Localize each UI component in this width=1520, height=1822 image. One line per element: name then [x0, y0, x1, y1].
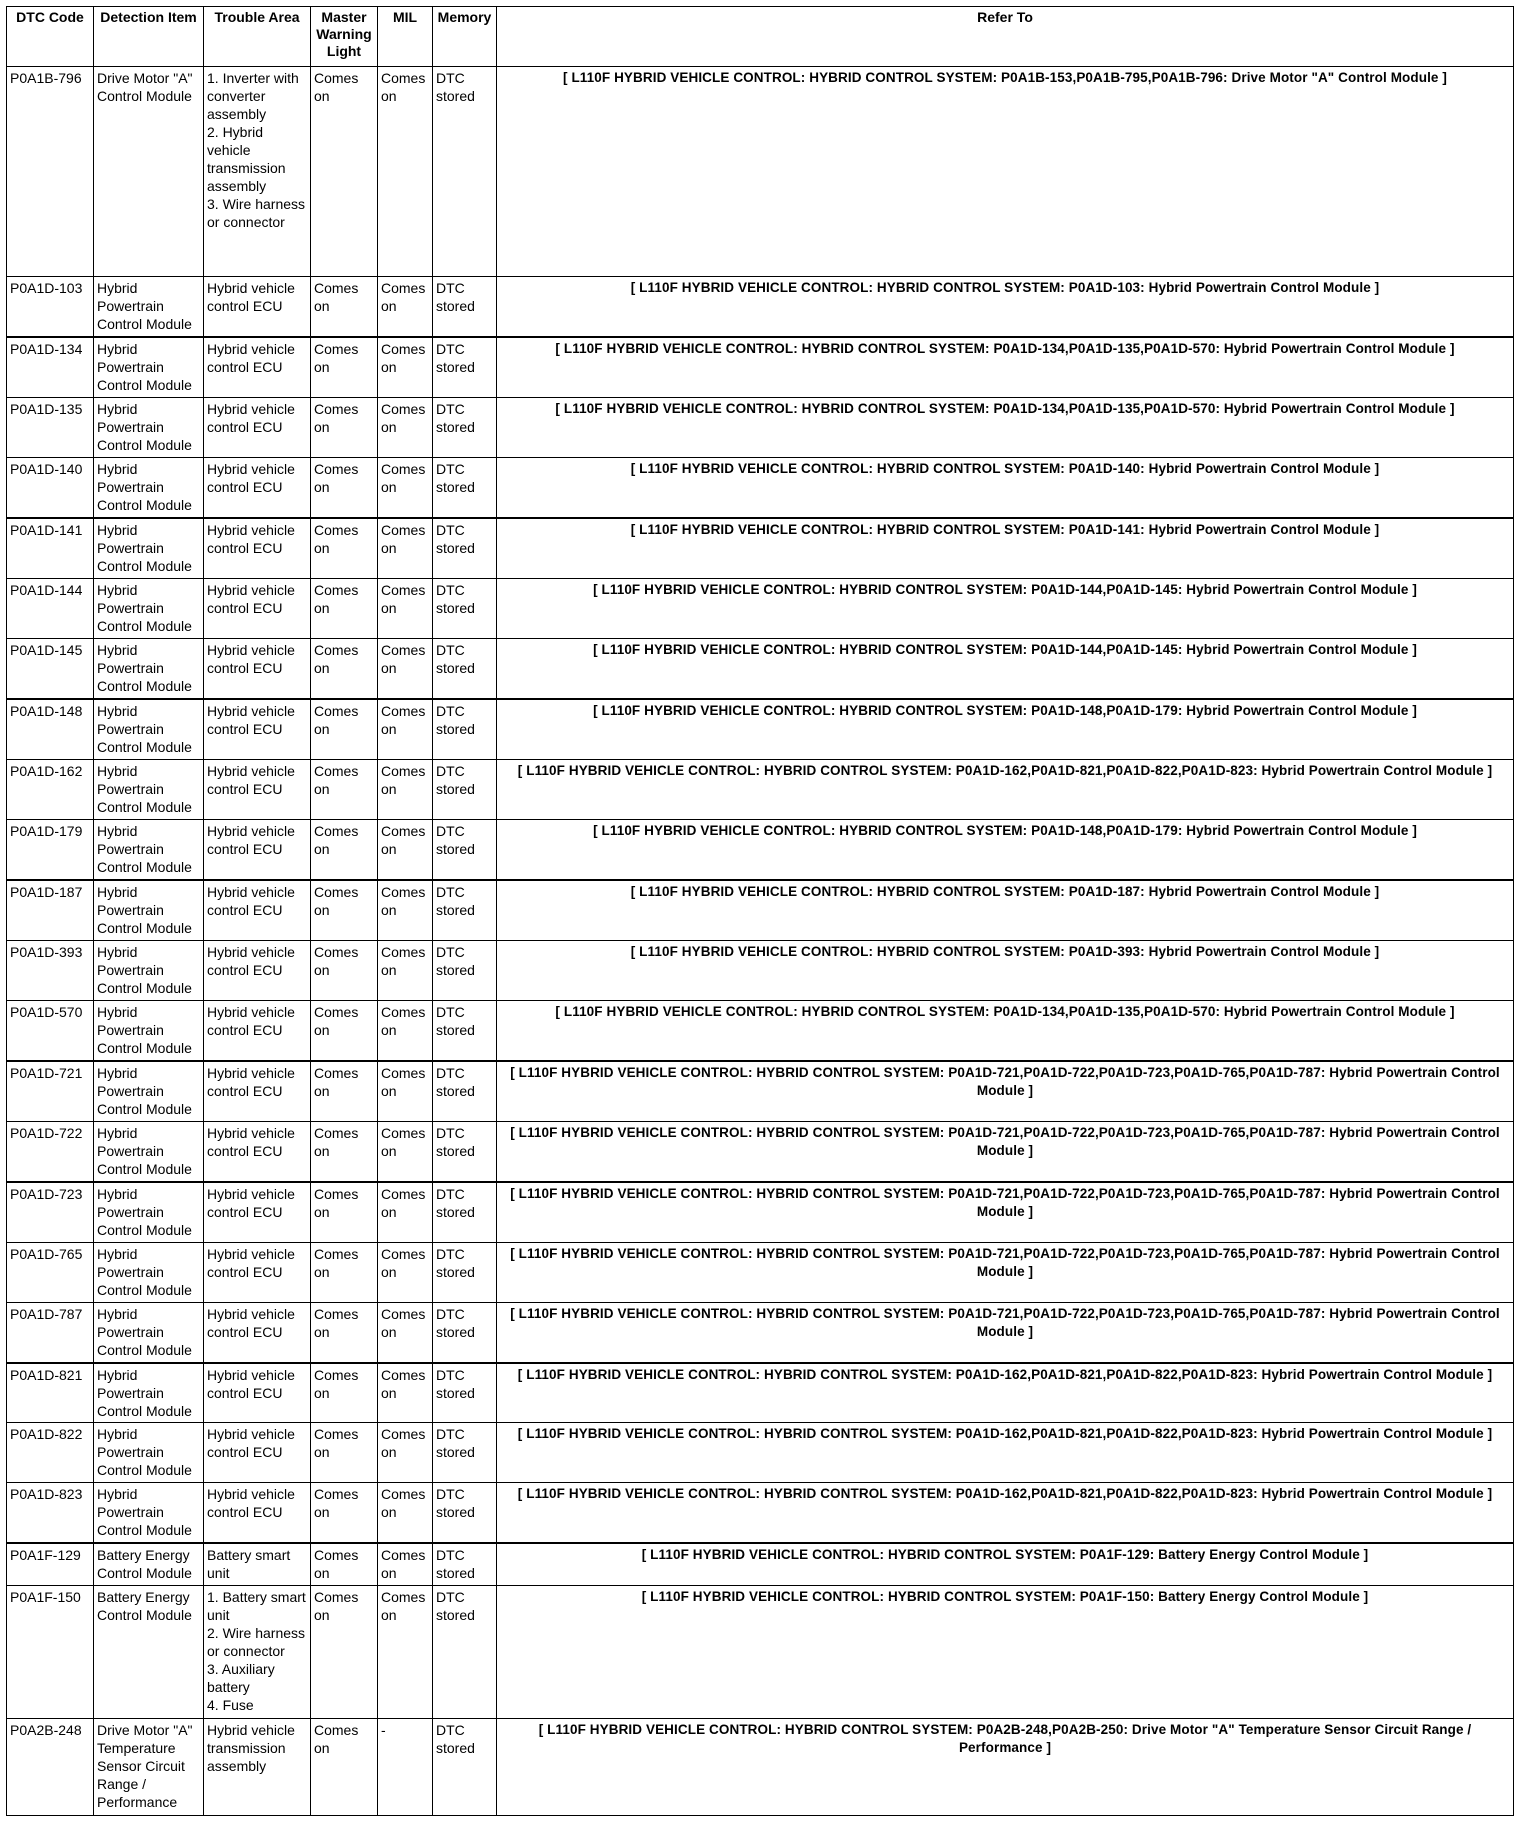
memory-cell: DTC stored — [433, 1242, 497, 1302]
dtc-code-cell: P0A1D-134 — [7, 337, 94, 397]
header-detection-item: Detection Item — [94, 7, 204, 67]
mil-cell: Comes on — [378, 1302, 433, 1362]
detection-item-cell: Hybrid Powertrain Control Module — [94, 940, 204, 1000]
table-row — [7, 1121, 1514, 1181]
table-row — [7, 398, 1514, 458]
refer-to-link[interactable]: [ L110F HYBRID VEHICLE CONTROL: HYBRID CONTROL SYSTEM: P0A1D-141: Hybrid Powertrain Control Module ] — [497, 518, 1514, 578]
memory-cell: DTC stored — [433, 458, 497, 518]
table-row — [7, 819, 1514, 879]
mil-cell: Comes on — [378, 518, 433, 578]
detection-item-cell: Battery Energy Control Module — [94, 1586, 204, 1719]
dtc-code-cell: P0A1F-129 — [7, 1543, 94, 1585]
mil-cell: Comes on — [378, 1242, 433, 1302]
header-mil: MIL — [378, 7, 433, 67]
detection-item-cell: Hybrid Powertrain Control Module — [94, 759, 204, 819]
master-warning-cell: Comes on — [311, 579, 378, 639]
refer-to-link[interactable]: [ L110F HYBRID VEHICLE CONTROL: HYBRID CONTROL SYSTEM: P0A1D-187: Hybrid Powertrain Control Module ] — [497, 880, 1514, 940]
dtc-code-cell: P0A1D-721 — [7, 1061, 94, 1121]
dtc-code-cell: P0A1D-103 — [7, 277, 94, 337]
detection-item-cell: Hybrid Powertrain Control Module — [94, 458, 204, 518]
detection-item-cell: Hybrid Powertrain Control Module — [94, 398, 204, 458]
dtc-code-cell: P0A1D-393 — [7, 940, 94, 1000]
trouble-area-cell: Hybrid vehicle control ECU — [204, 759, 311, 819]
master-warning-cell: Comes on — [311, 1242, 378, 1302]
mil-cell: Comes on — [378, 1121, 433, 1181]
refer-to-link[interactable]: [ L110F HYBRID VEHICLE CONTROL: HYBRID CONTROL SYSTEM: P0A1D-140: Hybrid Powertrain Control Module ] — [497, 458, 1514, 518]
refer-to-link[interactable]: [ L110F HYBRID VEHICLE CONTROL: HYBRID CONTROL SYSTEM: P0A1D-721,P0A1D-722,P0A1D-723,P0A1D-765,P0A1D-787: Hybrid Powertrain Control Module ] — [497, 1182, 1514, 1242]
table-row — [7, 1586, 1514, 1719]
memory-cell: DTC stored — [433, 1423, 497, 1483]
mil-cell: Comes on — [378, 277, 433, 337]
memory-cell: DTC stored — [433, 639, 497, 699]
master-warning-cell: Comes on — [311, 880, 378, 940]
dtc-code-cell: P0A1D-140 — [7, 458, 94, 518]
refer-to-link[interactable]: [ L110F HYBRID VEHICLE CONTROL: HYBRID CONTROL SYSTEM: P0A1D-148,P0A1D-179: Hybrid Powertrain Control Module ] — [497, 819, 1514, 879]
trouble-area-cell: Hybrid vehicle control ECU — [204, 880, 311, 940]
trouble-area-cell: Hybrid vehicle control ECU — [204, 1242, 311, 1302]
dtc-code-cell: P0A1D-145 — [7, 639, 94, 699]
table-row — [7, 579, 1514, 639]
memory-cell: DTC stored — [433, 1483, 497, 1543]
table-row — [7, 1000, 1514, 1060]
dtc-code-cell: P0A1D-141 — [7, 518, 94, 578]
header-dtc-code: DTC Code — [7, 7, 94, 67]
trouble-area-cell: Hybrid vehicle control ECU — [204, 1061, 311, 1121]
detection-item-cell: Hybrid Powertrain Control Module — [94, 639, 204, 699]
refer-to-link[interactable]: [ L110F HYBRID VEHICLE CONTROL: HYBRID CONTROL SYSTEM: P0A1D-721,P0A1D-722,P0A1D-723,P0A1D-765,P0A1D-787: Hybrid Powertrain Control Module ] — [497, 1121, 1514, 1181]
memory-cell: DTC stored — [433, 277, 497, 337]
detection-item-cell: Hybrid Powertrain Control Module — [94, 1423, 204, 1483]
table-row — [7, 337, 1514, 397]
trouble-area-cell: Hybrid vehicle control ECU — [204, 1000, 311, 1060]
trouble-area-cell: Hybrid vehicle control ECU — [204, 1182, 311, 1242]
table-row — [7, 639, 1514, 699]
dtc-code-cell: P0A1D-162 — [7, 759, 94, 819]
detection-item-cell: Hybrid Powertrain Control Module — [94, 1363, 204, 1423]
mil-cell: Comes on — [378, 1423, 433, 1483]
memory-cell: DTC stored — [433, 1302, 497, 1362]
trouble-area-cell: Hybrid vehicle control ECU — [204, 337, 311, 397]
dtc-code-cell: P0A1D-179 — [7, 819, 94, 879]
header-refer-to: Refer To — [497, 7, 1514, 67]
table-row — [7, 1719, 1514, 1816]
table-row — [7, 277, 1514, 337]
dtc-code-cell: P0A1D-723 — [7, 1182, 94, 1242]
memory-cell: DTC stored — [433, 819, 497, 879]
mil-cell: Comes on — [378, 1586, 433, 1719]
master-warning-cell: Comes on — [311, 1363, 378, 1423]
trouble-area-cell: Hybrid vehicle control ECU — [204, 639, 311, 699]
refer-to-link[interactable]: [ L110F HYBRID VEHICLE CONTROL: HYBRID CONTROL SYSTEM: P0A1D-162,P0A1D-821,P0A1D-822,P0A1D-823: Hybrid Powertrain Control Module ] — [497, 1483, 1514, 1543]
master-warning-cell: Comes on — [311, 277, 378, 337]
dtc-code-cell: P0A1D-144 — [7, 579, 94, 639]
mil-cell: Comes on — [378, 67, 433, 277]
memory-cell: DTC stored — [433, 518, 497, 578]
memory-cell: DTC stored — [433, 699, 497, 759]
header-row — [7, 7, 1514, 67]
master-warning-cell: Comes on — [311, 518, 378, 578]
trouble-area-cell: Hybrid vehicle control ECU — [204, 277, 311, 337]
master-warning-cell: Comes on — [311, 639, 378, 699]
master-warning-cell: Comes on — [311, 1061, 378, 1121]
memory-cell: DTC stored — [433, 1061, 497, 1121]
master-warning-cell: Comes on — [311, 819, 378, 879]
memory-cell: DTC stored — [433, 67, 497, 277]
header-master-warning-light: Master Warning Light — [311, 7, 378, 67]
mil-cell: Comes on — [378, 639, 433, 699]
table-row — [7, 458, 1514, 518]
master-warning-cell: Comes on — [311, 940, 378, 1000]
refer-to-link[interactable]: [ L110F HYBRID VEHICLE CONTROL: HYBRID CONTROL SYSTEM: P0A1D-162,P0A1D-821,P0A1D-822,P0A1D-823: Hybrid Powertrain Control Module ] — [497, 759, 1514, 819]
trouble-area-cell: Hybrid vehicle control ECU — [204, 819, 311, 879]
mil-cell: Comes on — [378, 819, 433, 879]
detection-item-cell: Hybrid Powertrain Control Module — [94, 880, 204, 940]
dtc-code-cell: P0A1D-570 — [7, 1000, 94, 1060]
dtc-code-cell: P0A1F-150 — [7, 1586, 94, 1719]
header-memory: Memory — [433, 7, 497, 67]
mil-cell: Comes on — [378, 579, 433, 639]
refer-to-link[interactable]: [ L110F HYBRID VEHICLE CONTROL: HYBRID CONTROL SYSTEM: P0A1F-150: Battery Energy Control Module ] — [497, 1586, 1514, 1719]
detection-item-cell: Hybrid Powertrain Control Module — [94, 1302, 204, 1362]
dtc-code-cell: P0A1D-148 — [7, 699, 94, 759]
trouble-area-cell: 1. Inverter with converter assembly 2. Hybrid vehicle transmission assembly 3. Wire harness or connector — [204, 67, 311, 277]
master-warning-cell: Comes on — [311, 337, 378, 397]
mil-cell: Comes on — [378, 1483, 433, 1543]
mil-cell: Comes on — [378, 699, 433, 759]
trouble-area-cell: Hybrid vehicle control ECU — [204, 940, 311, 1000]
master-warning-cell: Comes on — [311, 398, 378, 458]
detection-item-cell: Hybrid Powertrain Control Module — [94, 1242, 204, 1302]
master-warning-cell: Comes on — [311, 1182, 378, 1242]
header-trouble-area: Trouble Area — [204, 7, 311, 67]
refer-to-link[interactable]: [ L110F HYBRID VEHICLE CONTROL: HYBRID CONTROL SYSTEM: P0A1D-393: Hybrid Powertrain Control Module ] — [497, 940, 1514, 1000]
trouble-area-cell: Hybrid vehicle control ECU — [204, 1302, 311, 1362]
memory-cell: DTC stored — [433, 1182, 497, 1242]
mil-cell: Comes on — [378, 458, 433, 518]
dtc-code-cell: P0A1D-135 — [7, 398, 94, 458]
memory-cell: DTC stored — [433, 759, 497, 819]
mil-cell: Comes on — [378, 1061, 433, 1121]
detection-item-cell: Battery Energy Control Module — [94, 1543, 204, 1585]
table-row — [7, 1302, 1514, 1362]
detection-item-cell: Hybrid Powertrain Control Module — [94, 1000, 204, 1060]
refer-to-link[interactable]: [ L110F HYBRID VEHICLE CONTROL: HYBRID CONTROL SYSTEM: P0A1D-103: Hybrid Powertrain Control Module ] — [497, 277, 1514, 337]
memory-cell: DTC stored — [433, 1121, 497, 1181]
memory-cell: DTC stored — [433, 1000, 497, 1060]
table-row — [7, 940, 1514, 1000]
master-warning-cell: Comes on — [311, 458, 378, 518]
dtc-code-cell: P0A1B-796 — [7, 67, 94, 277]
memory-cell: DTC stored — [433, 940, 497, 1000]
refer-to-link[interactable]: [ L110F HYBRID VEHICLE CONTROL: HYBRID CONTROL SYSTEM: P0A1F-129: Battery Energy Control Module ] — [497, 1543, 1514, 1585]
refer-to-link[interactable]: [ L110F HYBRID VEHICLE CONTROL: HYBRID CONTROL SYSTEM: P0A1D-134,P0A1D-135,P0A1D-570: Hybrid Powertrain Control Module ] — [497, 398, 1514, 458]
refer-to-link[interactable]: [ L110F HYBRID VEHICLE CONTROL: HYBRID CONTROL SYSTEM: P0A2B-248,P0A2B-250: Drive Motor "A" Temperature Sensor Circuit Range / Performance ] — [497, 1719, 1514, 1816]
mil-cell: Comes on — [378, 880, 433, 940]
master-warning-cell: Comes on — [311, 1302, 378, 1362]
master-warning-cell: Comes on — [311, 1000, 378, 1060]
mil-cell: - — [378, 1719, 433, 1816]
refer-to-link[interactable]: [ L110F HYBRID VEHICLE CONTROL: HYBRID CONTROL SYSTEM: P0A1B-153,P0A1B-795,P0A1B-796: Drive Motor "A" Control Module ] — [497, 67, 1514, 277]
dtc-code-cell: P0A2B-248 — [7, 1719, 94, 1816]
mil-cell: Comes on — [378, 940, 433, 1000]
trouble-area-cell: Hybrid vehicle control ECU — [204, 1121, 311, 1181]
dtc-code-cell: P0A1D-722 — [7, 1121, 94, 1181]
refer-to-link[interactable]: [ L110F HYBRID VEHICLE CONTROL: HYBRID CONTROL SYSTEM: P0A1D-721,P0A1D-722,P0A1D-723,P0A1D-765,P0A1D-787: Hybrid Powertrain Control Module ] — [497, 1302, 1514, 1362]
memory-cell: DTC stored — [433, 1363, 497, 1423]
table-row — [7, 880, 1514, 940]
detection-item-cell: Drive Motor "A" Control Module — [94, 67, 204, 277]
trouble-area-cell: Hybrid vehicle transmission assembly — [204, 1719, 311, 1816]
trouble-area-cell: Hybrid vehicle control ECU — [204, 579, 311, 639]
refer-to-link[interactable]: [ L110F HYBRID VEHICLE CONTROL: HYBRID CONTROL SYSTEM: P0A1D-144,P0A1D-145: Hybrid Powertrain Control Module ] — [497, 579, 1514, 639]
table-row — [7, 1061, 1514, 1121]
master-warning-cell: Comes on — [311, 1586, 378, 1719]
detection-item-cell: Hybrid Powertrain Control Module — [94, 518, 204, 578]
mil-cell: Comes on — [378, 398, 433, 458]
trouble-area-cell: Hybrid vehicle control ECU — [204, 699, 311, 759]
memory-cell: DTC stored — [433, 1719, 497, 1816]
detection-item-cell: Drive Motor "A" Temperature Sensor Circuit Range / Performance — [94, 1719, 204, 1816]
memory-cell: DTC stored — [433, 880, 497, 940]
master-warning-cell: Comes on — [311, 699, 378, 759]
table-row — [7, 759, 1514, 819]
master-warning-cell: Comes on — [311, 1543, 378, 1585]
dtc-code-cell: P0A1D-821 — [7, 1363, 94, 1423]
table-row — [7, 1483, 1514, 1543]
master-warning-cell: Comes on — [311, 1719, 378, 1816]
table-row — [7, 1242, 1514, 1302]
detection-item-cell: Hybrid Powertrain Control Module — [94, 277, 204, 337]
refer-to-link[interactable]: [ L110F HYBRID VEHICLE CONTROL: HYBRID CONTROL SYSTEM: P0A1D-162,P0A1D-821,P0A1D-822,P0A1D-823: Hybrid Powertrain Control Module ] — [497, 1423, 1514, 1483]
trouble-area-cell: Hybrid vehicle control ECU — [204, 1423, 311, 1483]
mil-cell: Comes on — [378, 1182, 433, 1242]
trouble-area-cell: Hybrid vehicle control ECU — [204, 458, 311, 518]
detection-item-cell: Hybrid Powertrain Control Module — [94, 699, 204, 759]
memory-cell: DTC stored — [433, 337, 497, 397]
mil-cell: Comes on — [378, 1363, 433, 1423]
memory-cell: DTC stored — [433, 1543, 497, 1585]
detection-item-cell: Hybrid Powertrain Control Module — [94, 819, 204, 879]
master-warning-cell: Comes on — [311, 1483, 378, 1543]
table-row — [7, 1363, 1514, 1423]
trouble-area-cell: Hybrid vehicle control ECU — [204, 1483, 311, 1543]
detection-item-cell: Hybrid Powertrain Control Module — [94, 1483, 204, 1543]
table-row — [7, 67, 1514, 277]
table-row — [7, 518, 1514, 578]
dtc-code-cell: P0A1D-187 — [7, 880, 94, 940]
detection-item-cell: Hybrid Powertrain Control Module — [94, 1182, 204, 1242]
trouble-area-cell: Hybrid vehicle control ECU — [204, 1363, 311, 1423]
trouble-area-cell: Battery smart unit — [204, 1543, 311, 1585]
refer-to-link[interactable]: [ L110F HYBRID VEHICLE CONTROL: HYBRID CONTROL SYSTEM: P0A1D-162,P0A1D-821,P0A1D-822,P0A1D-823: Hybrid Powertrain Control Module ] — [497, 1363, 1514, 1423]
master-warning-cell: Comes on — [311, 67, 378, 277]
mil-cell: Comes on — [378, 759, 433, 819]
dtc-code-cell: P0A1D-823 — [7, 1483, 94, 1543]
refer-to-link[interactable]: [ L110F HYBRID VEHICLE CONTROL: HYBRID CONTROL SYSTEM: P0A1D-144,P0A1D-145: Hybrid Powertrain Control Module ] — [497, 639, 1514, 699]
memory-cell: DTC stored — [433, 1586, 497, 1719]
memory-cell: DTC stored — [433, 579, 497, 639]
mil-cell: Comes on — [378, 1543, 433, 1585]
dtc-code-cell: P0A1D-787 — [7, 1302, 94, 1362]
refer-to-link[interactable]: [ L110F HYBRID VEHICLE CONTROL: HYBRID CONTROL SYSTEM: P0A1D-721,P0A1D-722,P0A1D-723,P0A1D-765,P0A1D-787: Hybrid Powertrain Control Module ] — [497, 1242, 1514, 1302]
detection-item-cell: Hybrid Powertrain Control Module — [94, 337, 204, 397]
refer-to-link[interactable]: [ L110F HYBRID VEHICLE CONTROL: HYBRID CONTROL SYSTEM: P0A1D-134,P0A1D-135,P0A1D-570: Hybrid Powertrain Control Module ] — [497, 1000, 1514, 1060]
refer-to-link[interactable]: [ L110F HYBRID VEHICLE CONTROL: HYBRID CONTROL SYSTEM: P0A1D-148,P0A1D-179: Hybrid Powertrain Control Module ] — [497, 699, 1514, 759]
mil-cell: Comes on — [378, 337, 433, 397]
master-warning-cell: Comes on — [311, 1121, 378, 1181]
detection-item-cell: Hybrid Powertrain Control Module — [94, 1061, 204, 1121]
table-row — [7, 699, 1514, 759]
trouble-area-cell: Hybrid vehicle control ECU — [204, 518, 311, 578]
table-body — [7, 67, 1514, 1816]
memory-cell: DTC stored — [433, 398, 497, 458]
dtc-code-cell: P0A1D-822 — [7, 1423, 94, 1483]
table-row — [7, 1423, 1514, 1483]
table-row — [7, 1543, 1514, 1585]
detection-item-cell: Hybrid Powertrain Control Module — [94, 1121, 204, 1181]
trouble-area-cell: 1. Battery smart unit 2. Wire harness or connector 3. Auxiliary battery 4. Fuse — [204, 1586, 311, 1719]
table-row — [7, 1182, 1514, 1242]
trouble-area-cell: Hybrid vehicle control ECU — [204, 398, 311, 458]
refer-to-link[interactable]: [ L110F HYBRID VEHICLE CONTROL: HYBRID CONTROL SYSTEM: P0A1D-134,P0A1D-135,P0A1D-570: Hybrid Powertrain Control Module ] — [497, 337, 1514, 397]
dtc-code-cell: P0A1D-765 — [7, 1242, 94, 1302]
master-warning-cell: Comes on — [311, 1423, 378, 1483]
master-warning-cell: Comes on — [311, 759, 378, 819]
detection-item-cell: Hybrid Powertrain Control Module — [94, 579, 204, 639]
dtc-table — [6, 6, 1514, 1816]
refer-to-link[interactable]: [ L110F HYBRID VEHICLE CONTROL: HYBRID CONTROL SYSTEM: P0A1D-721,P0A1D-722,P0A1D-723,P0A1D-765,P0A1D-787: Hybrid Powertrain Control Module ] — [497, 1061, 1514, 1121]
mil-cell: Comes on — [378, 1000, 433, 1060]
